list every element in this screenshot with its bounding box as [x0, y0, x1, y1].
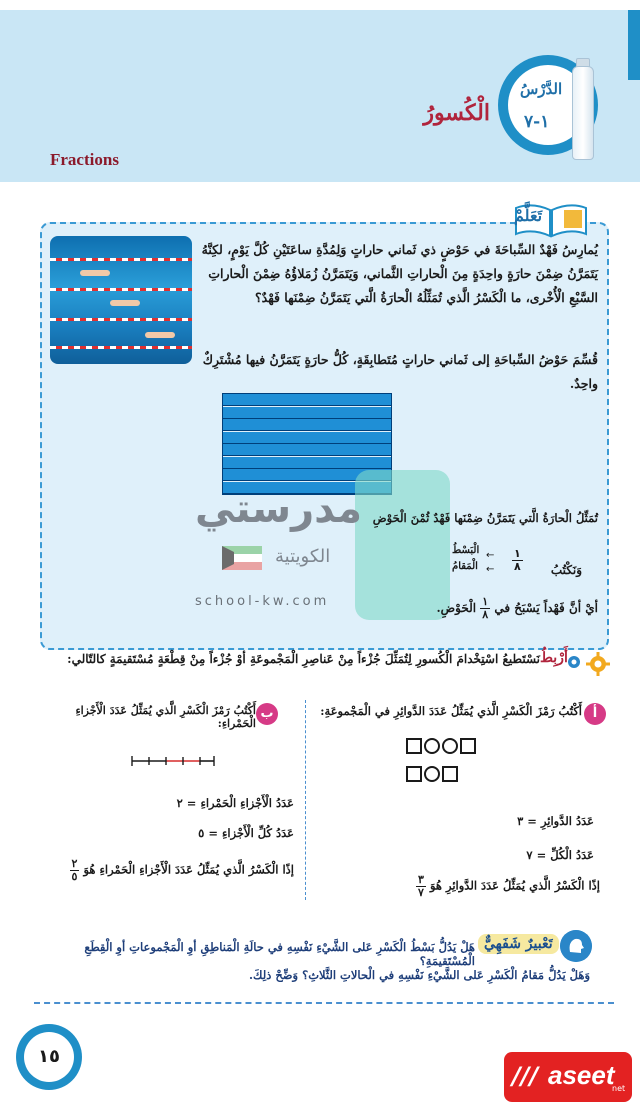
- square-shape: [460, 738, 476, 754]
- connect-title: أَرْبِطُ: [540, 650, 568, 666]
- lesson-label: الدَّرْسُ: [520, 80, 563, 98]
- square-shape: [442, 766, 458, 782]
- logo-text: aseet: [548, 1060, 615, 1090]
- inline-fraction-one-eighth: [480, 596, 490, 621]
- red-parts-count: عَدَدُ الْأَجْزاءِ الْحَمْراءِ = ٢: [176, 796, 294, 810]
- logo-mark-icon: ///: [512, 1062, 539, 1090]
- arrow-icon: ←: [486, 564, 495, 575]
- answer-b-fraction: [70, 858, 80, 883]
- fraction-denominator: ٨: [514, 560, 521, 573]
- pool-lane: [223, 444, 391, 456]
- pool-lane-rope: [50, 288, 192, 291]
- gear-icon: [586, 652, 610, 676]
- kuwait-flag-icon: [222, 546, 262, 570]
- lesson-title: الْكُسورُ: [423, 100, 490, 126]
- question-number-a: أ: [584, 703, 606, 725]
- answer-b-prefix: إذًا الْكَسْرُ الَّذي يُمَثِّلُ عَدَدَ الْأَجْزاءِ الْحَمْراءِ هُوَ: [83, 862, 294, 877]
- watermark-subtext: الكويتية: [275, 546, 331, 567]
- learn-paragraph-3: تُمَثِّلُ الْحارَةُ الَّتي يَتَمَرَّنُ ضِمْنَها فَهْدٌ ثُمْنَ الْحَوْضِ: [372, 511, 598, 525]
- denominator-label: الْمَقامُ: [452, 561, 478, 572]
- square-shape: [406, 738, 422, 754]
- fraction-one-eighth: [512, 548, 523, 573]
- circle-shape: [442, 738, 458, 754]
- numerator-label: الْبَسْطُ: [452, 545, 480, 556]
- paragraph-4-suffix: الْحَوْضِ.: [436, 601, 477, 615]
- learn-label: تَعَلَّمْ: [514, 206, 543, 225]
- answer-b-numerator: ٢: [71, 857, 78, 870]
- connect-text: نَسْتَطيعُ اسْتِخْدامَ الْكُسورِ لِتُمَثِّلَ جُزْءاً مِنْ عَناصِرِ الْمَجْموعَةِ أوْ جُزْءاً مِنْ قِطْعَةٍ مُسْتَقيمَةٍ كالتّالي:: [67, 652, 540, 666]
- swimmer: [80, 270, 110, 276]
- page-edge-tab: [628, 10, 640, 80]
- oral-question-2: وَهَلْ يَدُلُّ مَقامُ الْكَسْرِ عَلى الشَّيْءِ نَفْسِهِ في الْحالاتِ الثَّلاثِ؟ وَضِّحْ ذلِكَ.: [249, 968, 590, 982]
- pool-lane: [223, 457, 391, 469]
- speaking-head-icon: [560, 930, 592, 962]
- total-count: عَدَدُ الْكُلِّ = ٧: [526, 848, 594, 862]
- circle-shape: [424, 738, 440, 754]
- question-a-prompt: أَكْتُبُ رَمْزَ الْكَسْرِ الَّذي يُمَثِّلُ عَدَدَ الدَّوائِرِ في الْمَجْموعَةِ:: [320, 704, 582, 718]
- learn-paragraph-4: [340, 596, 598, 621]
- inline-numerator: ١: [482, 595, 489, 608]
- pool-lane-rope: [50, 258, 192, 261]
- question-b-prompt: أَكْتُبُ رَمْزَ الْكَسْرِ الَّذي يُمَثِّلُ عَدَدَ الْأَجْزاءِ الْحَمْراءِ:: [75, 704, 256, 730]
- swimmer: [145, 332, 175, 338]
- logo-subtext: net: [612, 1084, 626, 1093]
- all-parts-count: عَدَدُ كُلِّ الْأَجْزاءِ = ٥: [198, 826, 294, 840]
- number-line-segment: [130, 752, 216, 770]
- water-bottle-icon: [572, 66, 594, 160]
- oral-expression-title: تَعْبيرٌ شَفَهِيٌّ: [478, 934, 559, 954]
- circles-count: عَدَدُ الدَّوائِرِ = ٣: [517, 814, 594, 828]
- answer-a-prefix: إذًا الْكَسْرُ الَّذي يُمَثِّلُ عَدَدَ الدَّوائِرِ هُوَ: [429, 878, 600, 893]
- fraction-numerator: ١: [514, 547, 521, 560]
- pool-lane-rope: [50, 346, 192, 349]
- small-gear-icon: [566, 654, 582, 670]
- learn-paragraph-1: يُمارِسُ فَهْدٌ السِّباحَةَ في حَوْضٍ ذي ثَماني حاراتٍ وَلِمُدَّةِ ساعَتَيْنِ كُلَّ يَوْمٍ، لكِنَّهُ يَتَمَرَّنُ ضِمْنَ حارَةٍ واحِدَةٍ مِنَ الْحاراتِ الثَّماني، وَيَتَمَرَّنُ زُمَلاؤُهُ ضِمْنَ الْحاراتِ السَّبْعِ الْأُخْرى، ما الْكَسْرُ الَّذي تُمَثِّلُهُ الْحارَةُ الَّتي يَتَمَرَّنُ ضِمْنَها فَهْدٌ؟: [201, 242, 598, 305]
- swimming-pool-photo: [50, 236, 192, 364]
- question-number-b: ب: [256, 703, 278, 725]
- paragraph-4-prefix: أيْ أنَّ فَهْداً يَسْبَحُ في: [494, 601, 598, 615]
- question-a-answer: [370, 874, 600, 899]
- column-divider: [305, 700, 306, 900]
- pool-lane-rope: [50, 318, 192, 321]
- watermark-url: school-kw.com: [195, 594, 330, 609]
- inline-denominator: ٨: [482, 608, 489, 621]
- pool-lane: [223, 432, 391, 444]
- answer-a-denominator: ٧: [418, 886, 424, 899]
- learn-paragraph-2: قُسِّمَ حَوْضُ السِّباحَةِ إلى ثَماني حاراتٍ مُتَطابِقَةٍ، كُلُّ حارَةٍ يَتَمَرَّنُ فيها مُشْتَرِكٌ واحِدٌ.: [202, 352, 598, 391]
- circle-shape: [424, 766, 440, 782]
- oral-question-1: هَلْ يَدُلُّ بَسْطُ الْكَسْرِ عَلى الشَّيْءِ نَفْسِهِ في حالَةِ الْمَناطِقِ أوِ الْمَجْموعاتِ أوِ الْقِطَعِ الْمُسْتَقيمَةِ؟: [84, 940, 475, 968]
- answer-a-fraction: [416, 874, 426, 899]
- watermark-text: مدرستي: [195, 486, 363, 532]
- fraction-notation: [452, 545, 582, 596]
- lesson-number: ١-٧: [524, 112, 550, 132]
- answer-a-numerator: ٣: [418, 873, 424, 886]
- pool-lane: [223, 419, 391, 431]
- lesson-title-english: Fractions: [50, 150, 119, 169]
- pool-lane: [223, 407, 391, 419]
- write-label: وَنَكْتُبُ: [550, 563, 582, 577]
- page-number: ١٥: [38, 1046, 60, 1067]
- pool-lane: [223, 394, 391, 406]
- swimmer: [110, 300, 140, 306]
- shapes-set: [400, 736, 490, 796]
- answer-b-denominator: ٥: [71, 870, 78, 883]
- square-shape: [406, 766, 422, 782]
- arrow-icon: ←: [486, 550, 495, 561]
- question-b-answer: [36, 858, 294, 883]
